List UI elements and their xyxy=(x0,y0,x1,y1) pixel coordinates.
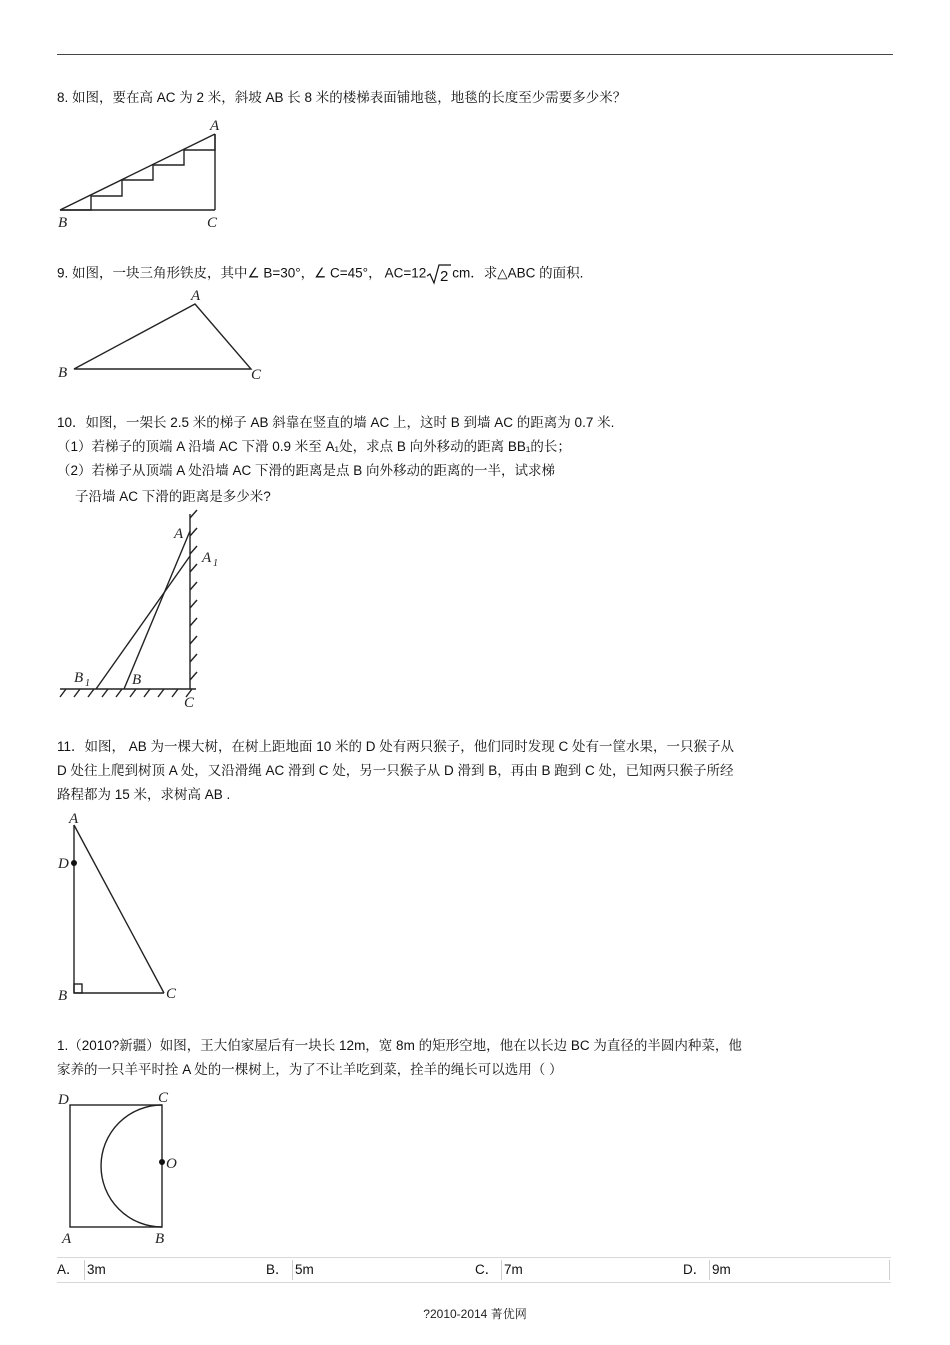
q1-line-1: 1.（2010?新疆）如图，王大伯家屋后有一块长 12m，宽 8m 的矩形空地，他在以长边 BC 为直径的半圆内种菜，他 xyxy=(57,1038,742,1053)
q11-line-1: 11．如图， AB 为一棵大树，在树上距地面 10 米的 D 处有两只猴子，他们同时发现 C 处有一筐水果，一只猴子从 xyxy=(57,739,735,754)
q1-label-d: D xyxy=(58,1092,69,1108)
option-b[interactable] xyxy=(266,1258,474,1282)
q9-label-b: B xyxy=(58,365,68,381)
q8-text: 8. 如图，要在高 AC 为 2 米，斜坡 AB 长 8 米的楼梯表面铺地毯，地毯的长度至少需要多少米？ xyxy=(57,90,627,105)
option-a[interactable] xyxy=(57,1258,265,1282)
q11-label-c: C xyxy=(166,986,177,1002)
q9-text-post: cm．求△ABC 的面积. xyxy=(452,265,584,281)
page-footer: ?2010-2014 菁优网 xyxy=(423,1307,527,1321)
option-c-value: 7m xyxy=(504,1262,523,1277)
q8-label-b: B xyxy=(58,215,68,231)
q10-line-3: （2）若梯子从顶端 A 处沿墙 AC 下滑的距离是点 B 向外移动的距离的一半，试求梯 xyxy=(57,463,556,478)
q9-text xyxy=(57,263,583,285)
q11-label-d: D xyxy=(58,856,69,872)
q1-label-c: C xyxy=(158,1090,169,1106)
q10-label-b1-sub: 1 xyxy=(85,678,90,689)
option-d[interactable] xyxy=(683,1258,891,1282)
q1-label-b: B xyxy=(155,1231,165,1247)
answer-options xyxy=(57,1257,891,1283)
q9-label-c: C xyxy=(251,367,262,383)
option-d-value: 9m xyxy=(712,1262,731,1277)
q1-rect-figure xyxy=(56,1087,196,1247)
q11-line-2: D 处往上爬到树顶 A 处，又沿滑绳 AC 滑到 C 处，另一只猴子从 D 滑到 B，再由 B 跑到 C 处，已知两只猴子所经 xyxy=(57,763,734,778)
q8-label-c: C xyxy=(207,215,218,231)
q1-line-2: 家养的一只羊平时拴 A 处的一棵树上，为了不让羊吃到菜，拴羊的绳长可以选用（ ） xyxy=(57,1062,563,1077)
option-a-value: 3m xyxy=(87,1262,106,1277)
q9-triangle-figure xyxy=(56,287,271,385)
q11-tree-figure xyxy=(56,809,191,1004)
q10-label-b1: B xyxy=(74,670,84,686)
q9-label-a: A xyxy=(191,288,201,304)
q10-label-c: C xyxy=(184,695,195,711)
q1-label-o: O xyxy=(166,1156,177,1172)
q10-line-2: （1）若梯子的顶端 A 沿墙 AC 下滑 0.9 米至 A₁处，求点 B 向外移动的距离 BB₁的长； xyxy=(57,439,571,454)
q10-line-4: 子沿墙 AC 下滑的距离是多少米? xyxy=(75,489,271,504)
q10-label-b: B xyxy=(132,672,142,688)
sqrt-symbol-icon xyxy=(426,263,452,285)
q10-label-a: A xyxy=(174,526,184,542)
option-c-key: C． xyxy=(475,1262,499,1277)
q8-stair-figure xyxy=(56,114,231,232)
q10-ladder-figure xyxy=(56,506,236,711)
q11-line-3: 路程都为 15 米，求树高 AB . xyxy=(57,787,231,802)
q11-label-a: A xyxy=(69,811,79,827)
q10-label-a1: A xyxy=(202,550,212,566)
q8-label-a: A xyxy=(210,118,220,134)
option-c[interactable] xyxy=(475,1258,683,1282)
q10-label-a1-sub: 1 xyxy=(213,558,218,569)
top-rule xyxy=(57,54,893,55)
q10-line-1: 10．如图，一架长 2.5 米的梯子 AB 斜靠在竖直的墙 AC 上，这时 B 到墙 AC 的距离为 0.7 米. xyxy=(57,415,615,430)
option-b-value: 5m xyxy=(295,1262,314,1277)
q9-sqrt-value: 2 xyxy=(440,268,449,285)
option-b-key: B． xyxy=(266,1262,289,1277)
q1-label-a: A xyxy=(62,1231,72,1247)
option-d-key: D． xyxy=(683,1262,707,1277)
option-a-key: A． xyxy=(57,1262,80,1277)
q11-label-b: B xyxy=(58,988,68,1004)
q9-text-pre: 9. 如图，一块三角形铁皮，其中∠ B=30°，∠ C=45°， AC=12 xyxy=(57,265,427,281)
